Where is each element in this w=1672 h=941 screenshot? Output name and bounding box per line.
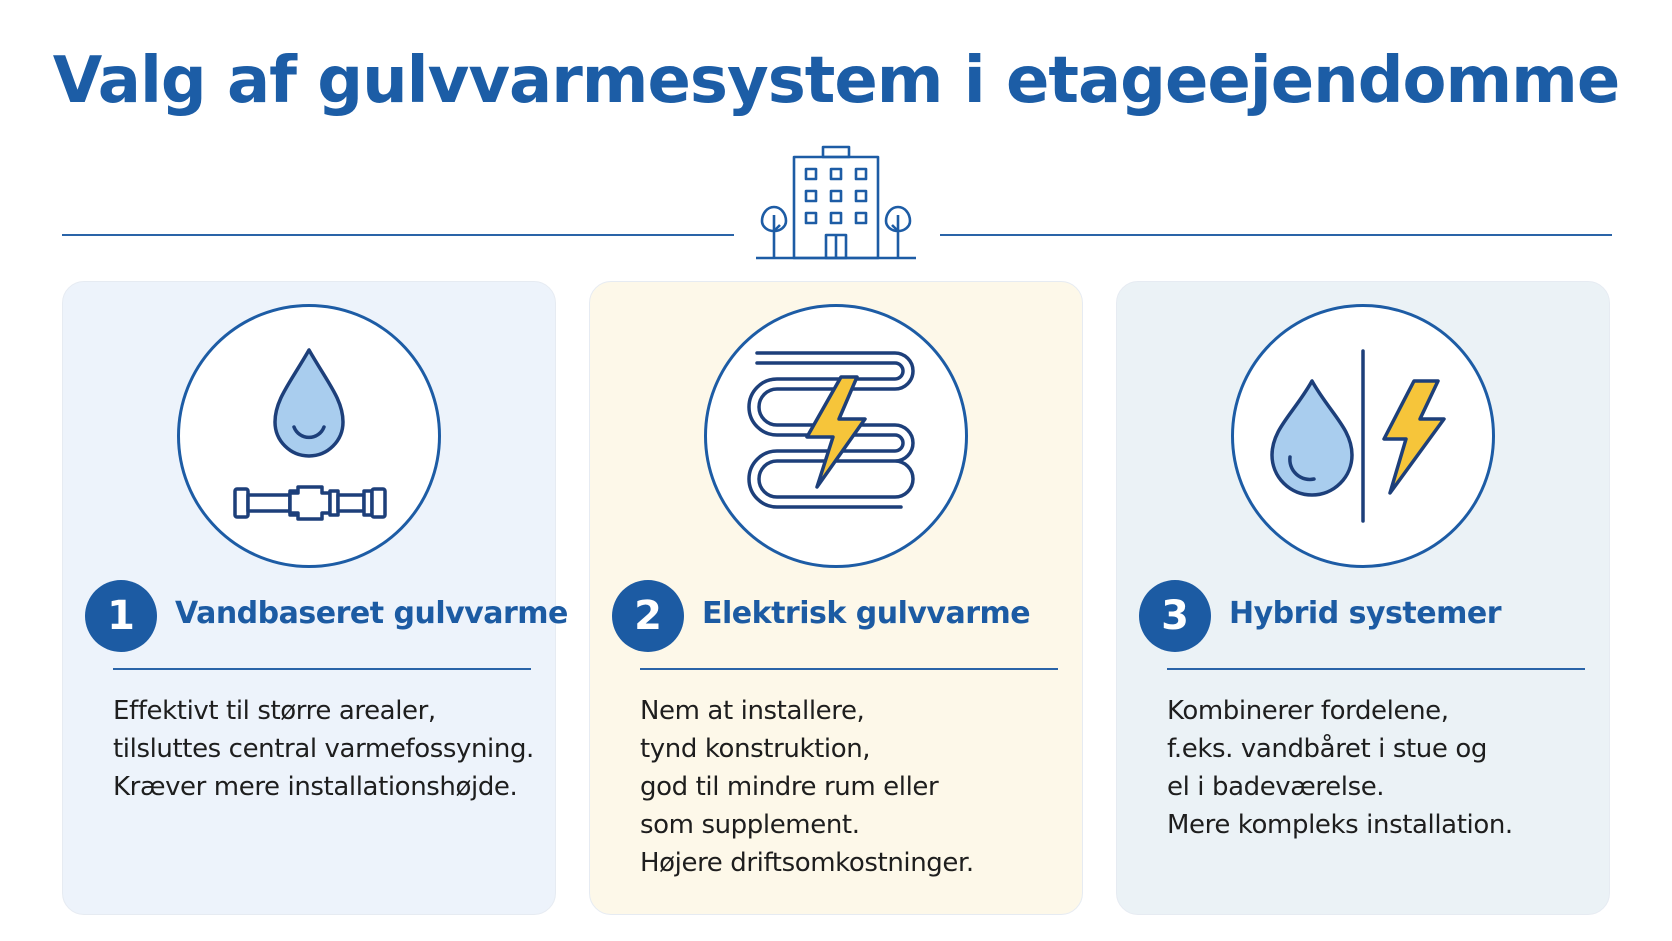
card-description [640,692,1070,882]
card-icon-circle [704,304,968,568]
card-divider [113,668,531,670]
card-description [1167,692,1597,844]
card-divider [640,668,1058,670]
heating-cable-lightning-icon [707,307,965,565]
card-water-based [62,281,568,915]
card-electric [589,281,1083,915]
step-number-badge: 3 [1139,580,1211,652]
drop-and-lightning-icon [1234,307,1492,565]
card-heading: Vandbaseret gulvvarme [175,596,568,631]
step-number-badge: 2 [612,580,684,652]
card-heading: Elektrisk gulvvarme [702,596,1031,631]
apartment-building-icon [750,143,922,263]
description-line: f.eks. vandbåret i stue og [1167,734,1487,764]
description-line: Kombinerer fordelene, [1167,696,1449,726]
header-divider-left [62,234,734,236]
card-icon-circle [1231,304,1495,568]
card-heading: Hybrid systemer [1229,596,1501,631]
description-line: Effektivt til større arealer, [113,696,436,726]
water-drop-pipe-icon [180,307,438,565]
description-line: god til mindre rum eller [640,772,939,802]
description-line: Kræver mere installationshøjde. [113,772,518,802]
description-line: Mere kompleks installation. [1167,810,1513,840]
card-description [113,692,543,806]
card-divider [1167,668,1585,670]
page-title: Valg af gulvvarmesystem i etageejendomme [52,44,1620,118]
card-hybrid [1116,281,1610,915]
description-line: el i badeværelse. [1167,772,1385,802]
description-line: som supplement. [640,810,860,840]
header-divider-right [940,234,1612,236]
description-line: tilsluttes central varmefossyning. [113,734,534,764]
description-line: Nem at installere, [640,696,865,726]
description-line: tynd konstruktion, [640,734,871,764]
description-line: Højere driftsomkostninger. [640,848,974,878]
step-number-badge: 1 [85,580,157,652]
card-icon-circle [177,304,441,568]
